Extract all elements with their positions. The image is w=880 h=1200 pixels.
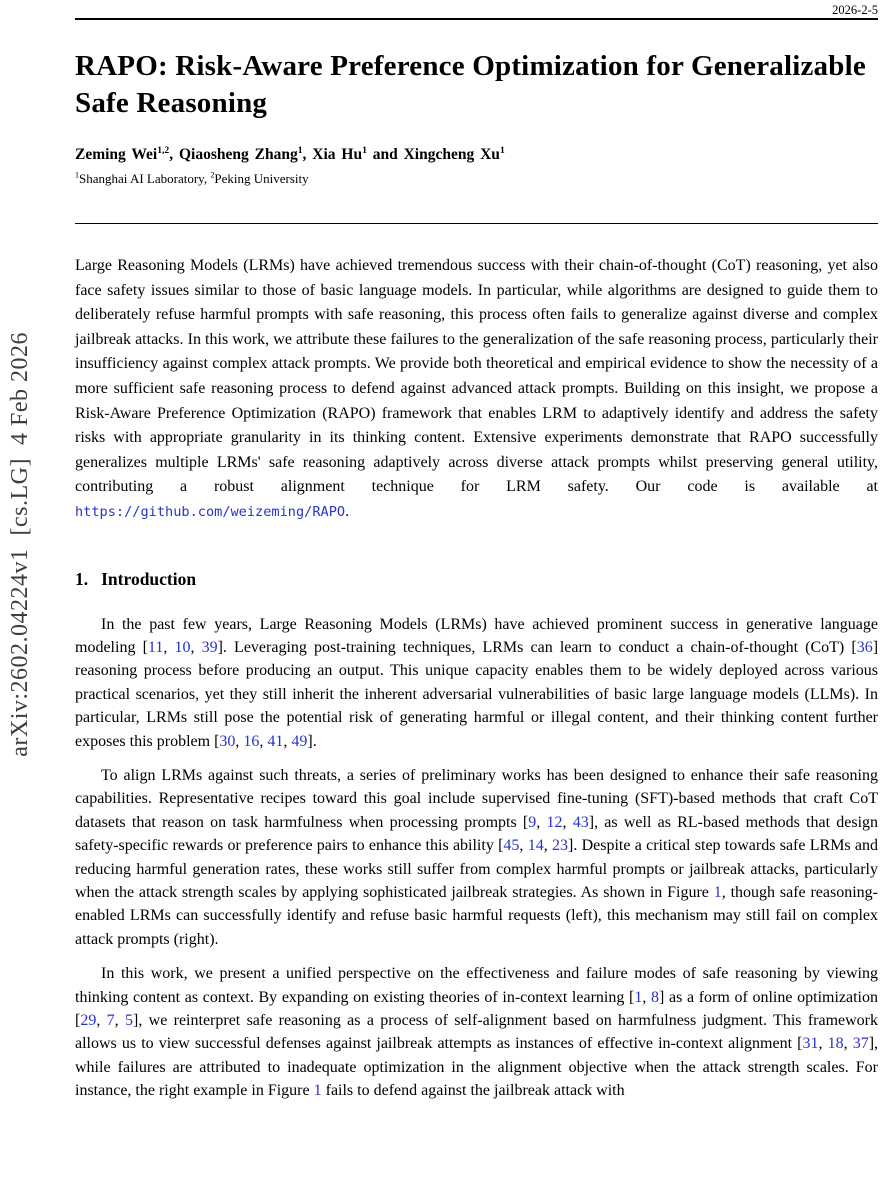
citation-link[interactable]: 8	[651, 988, 659, 1006]
citation-link[interactable]: 12	[546, 813, 563, 831]
text-segment: ,	[235, 732, 244, 750]
citation-link[interactable]: 29	[80, 1012, 97, 1030]
code-repository-link[interactable]: https://github.com/weizeming/RAPO	[75, 503, 346, 520]
intro-paragraph-3	[75, 962, 878, 1102]
citation-link[interactable]: 9	[528, 813, 537, 831]
text-segment: ], we reinterpret safe reasoning as a process of self-alignment based on harmfulness judgment. This framework allows us to view successful defenses against jailbreak attempts as instances of effective in-context alignment [	[75, 1012, 879, 1053]
text-segment: ,	[114, 1012, 125, 1030]
text-segment: To align LRMs against such threats, a series of preliminary works has been designed to enhance their safe reasoning capabilities. Representative recipes toward this goal include supervised fine-tuning (SFT)-based methods that craft CoT datasets that reason on task harmfulness when processing prompts [	[75, 766, 878, 831]
text-segment: ], while failures are attributed to inadequate optimization in the alignment objective when the attack strength scales. For instance, the right example in Figure	[75, 1035, 879, 1100]
citation-link[interactable]: 41	[267, 732, 284, 750]
superscript: 1,2	[157, 144, 170, 156]
citation-link[interactable]: 5	[124, 1012, 133, 1030]
text-segment: ]. Leveraging post-training techniques, LRMs can learn to conduct a chain-of-thought (CoT) [	[217, 638, 857, 656]
text-segment: ], as well as RL-based methods that design safety-specific rewards or preference pairs to enhance this ability [	[75, 813, 879, 855]
intro-paragraph-1	[75, 613, 878, 753]
abstract-rule	[75, 223, 878, 224]
text-segment: Large Reasoning Models (LRMs) have achieved tremendous success with their chain-of-thought (CoT) reasoning, yet also face safety issues similar to those of basic language models. In particular, while algorithms are designed to guide them to deliberately refuse harmful prompts with safe reasoning, this process often fails to generalize against diverse and complex jailbreak attacks. In this work, we attribute these failures to the generalization of the safe reasoning process, particularly their insufficiency against complex attack prompts. We provide both theoretical and empirical evidence to show the necessity of a more sufficient safe reasoning process to defend against advanced attack prompts. Building on this insight, we propose a Risk-Aware Preference Optimization (RAPO) framework that enables LRM to adaptively identify and address the safety risks with appropriate granularity in its thinking content. Extensive experiments demonstrate that RAPO successfully generalizes multiple LRMs' safe reasoning adaptively across diverse attack prompts whilst preserving general utility, contributing a robust alignment technique for LRM safety. Our code is available at	[75, 257, 878, 496]
citation-link[interactable]: 18	[827, 1035, 844, 1053]
text-segment: , Xia Hu	[302, 146, 363, 163]
superscript: 1	[75, 170, 80, 180]
header-date: 2026-2-5	[832, 3, 878, 17]
text-segment: Zeming Wei	[75, 146, 158, 163]
citation-link[interactable]: 30	[219, 732, 236, 750]
section-number: 1.	[75, 568, 89, 589]
citation-link[interactable]: 49	[291, 732, 308, 750]
text-segment: ]. Despite a critical step towards safe LRMs and reducing harmful generation rates, these works still suffer from complex harmful prompts or jailbreak attacks, particularly when the attack strength scales by applying sophisticated jailbreak strategies. As shown in Figure	[75, 837, 879, 901]
citation-link[interactable]: 43	[572, 813, 589, 831]
section-title: Introduction	[101, 568, 197, 589]
text-segment: ,	[96, 1012, 107, 1030]
affiliations-line	[75, 171, 878, 187]
figure-ref-link[interactable]: 1	[713, 884, 722, 901]
authors-line	[75, 146, 878, 164]
paper-page	[75, 0, 878, 1103]
superscript: 1	[362, 144, 367, 156]
section-heading-introduction	[75, 569, 878, 590]
citation-link[interactable]: 39	[201, 638, 218, 656]
text-segment: ,	[536, 813, 547, 831]
text-segment: ,	[283, 732, 292, 750]
citation-link[interactable]: 36	[856, 638, 873, 656]
text-segment: ,	[642, 988, 651, 1006]
text-segment: Shanghai AI Laboratory,	[79, 171, 211, 186]
text-segment: ].	[307, 732, 317, 750]
citation-link[interactable]: 7	[106, 1012, 115, 1030]
citation-link[interactable]: 31	[802, 1035, 819, 1053]
text-segment: In the past few years, Large Reasoning Models (LRMs) have achieved prominent success in generative language modeling [	[75, 615, 878, 656]
figure-ref-link[interactable]: 1	[313, 1082, 322, 1100]
superscript: 1	[499, 144, 505, 156]
citation-link[interactable]: 45	[503, 837, 520, 855]
text-segment: , Qiaosheng Zhang	[169, 146, 298, 163]
text-segment: Peking University	[214, 171, 309, 186]
header-rule	[75, 18, 878, 20]
text-segment: ] reasoning process before producing an output. This unique capacity enables them to be widely deployed across various practical scenarios, yet they still inherit the inherent adversarial vulnerabilities of basic large language models (LLMs). In particular, LRMs still pose the potential risk of generating harmful or illegal content, and their thinking content further exposes this problem [	[75, 638, 879, 750]
citation-link[interactable]: 10	[174, 638, 191, 656]
citation-link[interactable]: 14	[527, 837, 544, 855]
text-segment: and Xingcheng Xu	[366, 146, 500, 163]
intro-paragraph-2	[75, 764, 878, 951]
text-segment: , though safe reasoning-enabled LRMs can successfully identify and refuse basic harmful requests (left), this mechanism may still fail on complex attack prompts (right).	[75, 884, 879, 948]
text-segment: ,	[543, 837, 552, 855]
text-segment: ,	[259, 732, 268, 750]
text-segment: ,	[519, 837, 528, 855]
text-segment: fails to defend against the jailbreak attack with	[321, 1082, 625, 1100]
arxiv-watermark: arXiv:2602.04224v1 [cs.LG] 4 Feb 2026	[7, 332, 33, 757]
citation-link[interactable]: 1	[634, 988, 643, 1006]
text-segment: .	[345, 502, 350, 520]
citation-link[interactable]: 23	[551, 837, 568, 855]
citation-link[interactable]: 37	[852, 1035, 869, 1053]
superscript: 2	[210, 170, 215, 180]
text-segment: ,	[190, 638, 202, 656]
text-segment: ,	[843, 1035, 853, 1053]
text-segment: ,	[163, 638, 175, 656]
text-segment: ,	[818, 1035, 828, 1053]
citation-link[interactable]: 16	[243, 732, 260, 750]
text-segment: ,	[562, 813, 573, 831]
text-segment: In this work, we present a unified perspective on the effectiveness and failure modes of safe reasoning by viewing thinking content as context. By expanding on existing theories of in-context learning [	[75, 965, 878, 1006]
abstract-text	[75, 254, 878, 525]
paper-title: RAPO: Risk-Aware Preference Optimization for Generalizable Safe Reasoning	[75, 50, 866, 119]
superscript: 1	[297, 144, 303, 156]
citation-link[interactable]: 11	[147, 638, 164, 656]
text-segment: ] as a form of online optimization [	[75, 988, 879, 1030]
